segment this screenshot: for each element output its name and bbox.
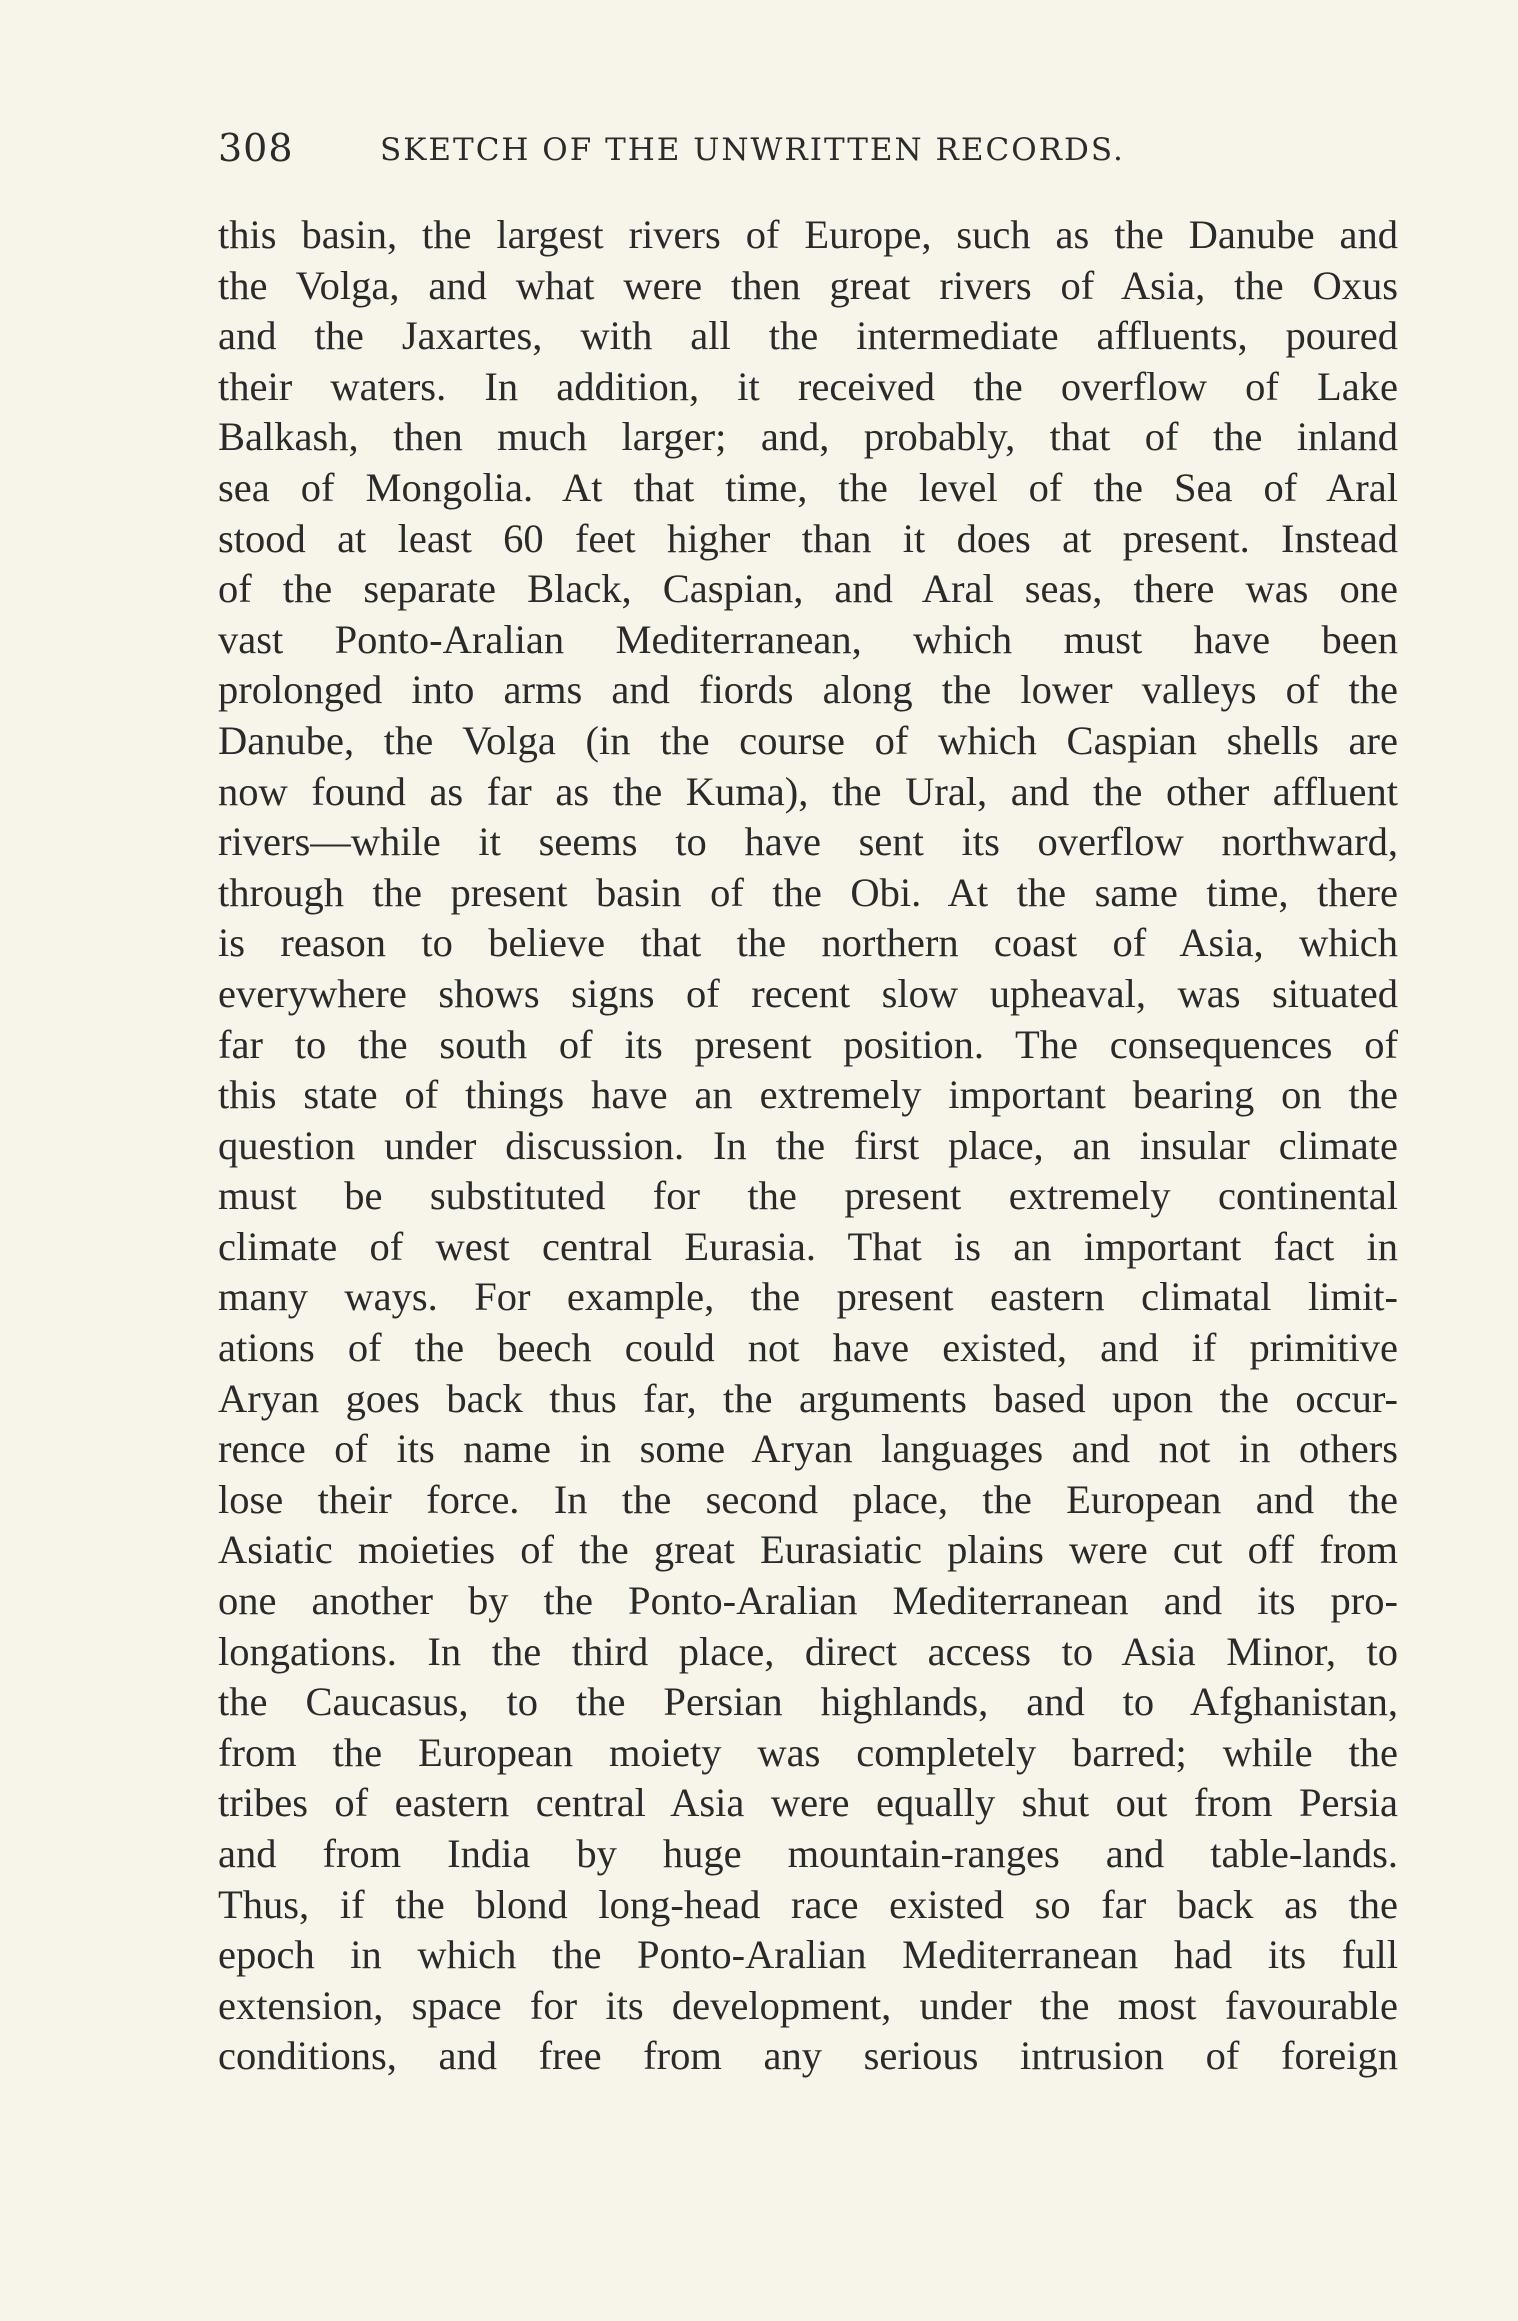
text-line: rivers—while it seems to have sent its overflow northward, — [218, 819, 1398, 865]
text-line: through the present basin of the Obi. At the same time, there — [218, 869, 1398, 915]
text-line: from the European moiety was completely barred; while the — [218, 1729, 1398, 1775]
text-line: question under discussion. In the first place, an insular climate — [218, 1122, 1398, 1168]
page-number: 308 — [218, 126, 294, 170]
body-text — [218, 210, 1398, 2082]
text-line: and from India by huge mountain-ranges and table-lands. — [218, 1831, 1398, 1876]
text-line: their waters. In addition, it received the overflow of Lake — [218, 363, 1398, 409]
text-line: and the Jaxartes, with all the intermediate affluents, poured — [218, 313, 1398, 359]
text-line: Asiatic moieties of the great Eurasiatic plains were cut off from — [218, 1527, 1398, 1573]
text-line: lose their force. In the second place, the European and the — [218, 1476, 1398, 1522]
page-header — [218, 126, 1398, 186]
text-line: climate of west central Eurasia. That is an important fact in — [218, 1223, 1398, 1269]
text-line: epoch in which the Ponto-Aralian Mediterranean had its full — [218, 1932, 1398, 1978]
text-line: sea of Mongolia. At that time, the level of the Sea of Aral — [218, 464, 1398, 510]
running-title: SKETCH OF THE UNWRITTEN RECORDS. — [380, 132, 1125, 168]
text-line: far to the south of its present position. The consequences of — [218, 1021, 1398, 1067]
text-line: this basin, the largest rivers of Europe, such as the Danube and — [218, 212, 1398, 257]
text-line: many ways. For example, the present eastern climatal limit- — [218, 1274, 1398, 1320]
text-line: everywhere shows signs of recent slow upheaval, was situated — [218, 970, 1398, 1016]
text-line: vast Ponto-Aralian Mediterranean, which must have been — [218, 616, 1398, 662]
text-line: of the separate Black, Caspian, and Aral seas, there was one — [218, 566, 1398, 612]
text-line: prolonged into arms and fiords along the lower valleys of the — [218, 667, 1398, 713]
text-line: extension, space for its development, under the most favourable — [218, 1982, 1398, 2028]
text-line: longations. In the third place, direct access to Asia Minor, to — [218, 1628, 1398, 1674]
text-line: Aryan goes back thus far, the arguments based upon the occur- — [218, 1375, 1398, 1421]
text-line: Danube, the Volga (in the course of which Caspian shells are — [218, 717, 1398, 763]
text-line: is reason to believe that the northern coast of Asia, which — [218, 920, 1398, 966]
text-line: conditions, and free from any serious intrusion of foreign — [218, 2033, 1398, 2079]
text-line: rence of its name in some Aryan languages and not in others — [218, 1426, 1398, 1472]
text-line: this state of things have an extremely important bearing on the — [218, 1072, 1398, 1118]
text-line: stood at least 60 feet higher than it does at present. Instead — [218, 515, 1398, 561]
text-line: must be substituted for the present extremely continental — [218, 1173, 1398, 1219]
text-line: Thus, if the blond long-head race existed so far back as the — [218, 1881, 1398, 1927]
text-line: the Volga, and what were then great rivers of Asia, the Oxus — [218, 262, 1398, 308]
text-line: one another by the Ponto-Aralian Mediterranean and its pro- — [218, 1578, 1398, 1624]
text-line: ations of the beech could not have existed, and if primitive — [218, 1325, 1398, 1371]
text-line: Balkash, then much larger; and, probably, that of the inland — [218, 414, 1398, 460]
text-line: tribes of eastern central Asia were equally shut out from Persia — [218, 1780, 1398, 1826]
text-line: the Caucasus, to the Persian highlands, and to Afghanistan, — [218, 1679, 1398, 1725]
text-line: now found as far as the Kuma), the Ural, and the other affluent — [218, 768, 1398, 814]
